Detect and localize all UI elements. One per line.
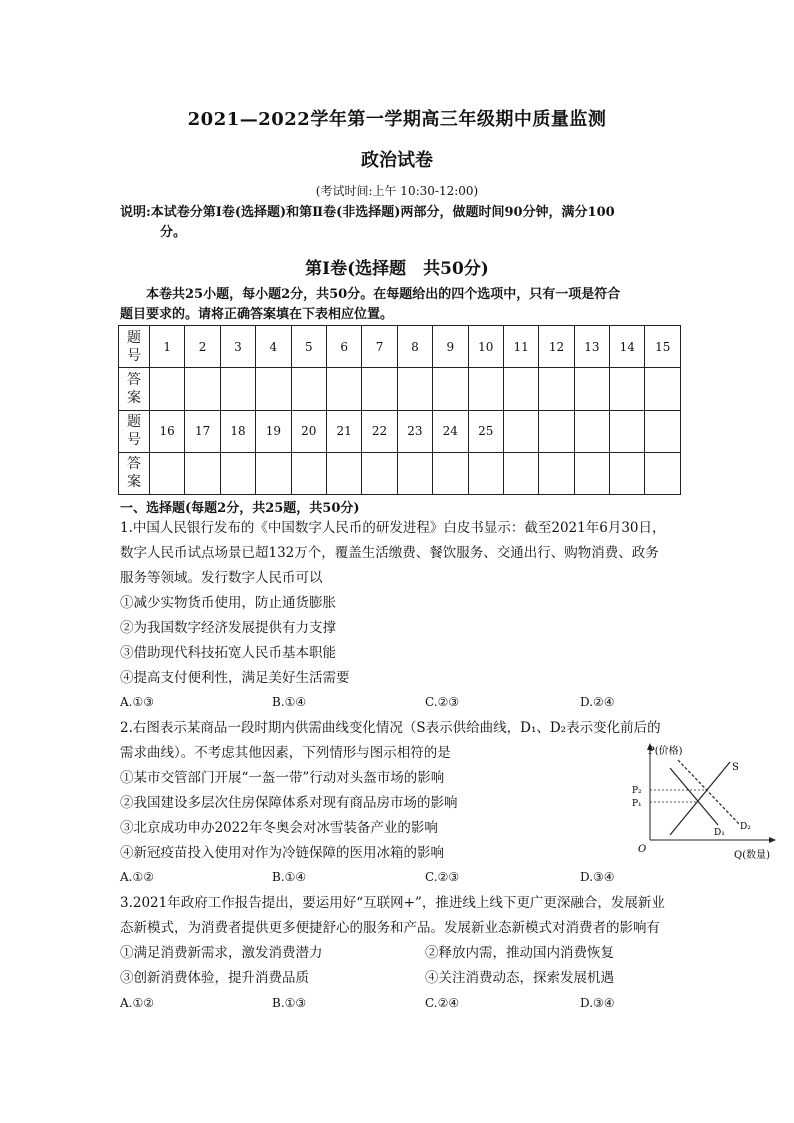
exam-subject: 政治试卷 — [361, 150, 433, 171]
p2-label: P₂ — [632, 786, 642, 796]
answer-cell[interactable] — [574, 368, 609, 410]
question-3-options — [120, 996, 660, 1016]
answer-cell[interactable] — [433, 452, 468, 494]
answer-table-answer-row-1 — [119, 368, 681, 410]
question-number: 8 — [397, 326, 432, 368]
question-number: 18 — [220, 410, 255, 452]
question-number — [645, 410, 681, 452]
note-line-2: 分。 — [160, 225, 187, 240]
option-a[interactable]: A.①③ — [120, 695, 154, 709]
row-label: 答 案 — [119, 368, 150, 410]
question-2-options — [120, 870, 660, 890]
answer-cell[interactable] — [433, 368, 468, 410]
answer-table — [118, 325, 681, 495]
answer-cell[interactable] — [362, 452, 397, 494]
question-1-item: ②为我国数字经济发展提供有力支撑 — [120, 620, 336, 636]
question-3-item: ④关注消费动态，探索发展机遇 — [425, 970, 614, 986]
part1-title: 第Ⅰ卷(选择题 共50分) — [305, 259, 489, 279]
answer-table-number-row-1 — [119, 326, 681, 368]
question-number: 14 — [610, 326, 645, 368]
answer-cell[interactable] — [574, 452, 609, 494]
answer-cell[interactable] — [362, 368, 397, 410]
answer-cell[interactable] — [326, 368, 361, 410]
question-1-item: ③借助现代科技拓宽人民币基本职能 — [120, 645, 336, 661]
question-3-item: ②释放内需，推动国内消费恢复 — [425, 945, 614, 961]
supply-demand-graph — [630, 740, 780, 865]
exam-note — [120, 203, 680, 243]
question-2-item: ④新冠疫苗投入使用对作为冷链保障的医用冰箱的影响 — [120, 845, 444, 861]
question-3-line: 3.2021年政府工作报告提出，要运用好“互联网+”，推进线上线下更广更深融合，发展新业 — [120, 895, 665, 911]
answer-cell[interactable] — [150, 368, 185, 410]
y-axis-label: P(价格) — [648, 746, 683, 757]
option-b[interactable]: B.①④ — [272, 695, 307, 709]
question-3-item: ③创新消费体验，提升消费品质 — [120, 970, 309, 986]
answer-cell[interactable] — [397, 368, 432, 410]
answer-cell[interactable] — [645, 452, 681, 494]
question-1-item: ①减少实物货币使用，防止通货膨胀 — [120, 595, 336, 611]
question-number: 22 — [362, 410, 397, 452]
instruction-line-2: 题目要求的。请将正确答案填在下表相应位置。 — [120, 307, 394, 322]
answer-cell[interactable] — [645, 368, 681, 410]
answer-cell[interactable] — [468, 368, 503, 410]
question-number: 7 — [362, 326, 397, 368]
row-label: 题 号 — [119, 410, 150, 452]
question-number: 9 — [433, 326, 468, 368]
question-number: 11 — [503, 326, 538, 368]
answer-cell[interactable] — [220, 452, 255, 494]
note-line-1: 说明:本试卷分第Ⅰ卷(选择题)和第Ⅱ卷(非选择题)两部分，做题时间90分钟，满分100 — [120, 205, 615, 220]
question-number — [503, 410, 538, 452]
demand-curve-d2 — [678, 760, 740, 825]
question-number: 4 — [256, 326, 291, 368]
question-number: 10 — [468, 326, 503, 368]
supply-label: S — [732, 762, 739, 773]
instruction-line-1: 本卷共25小题，每小题2分，共50分。在每题给出的四个选项中，只有一项是符合 — [146, 287, 621, 302]
question-number: 17 — [185, 410, 220, 452]
question-2 — [120, 716, 680, 866]
question-number — [539, 410, 574, 452]
question-number: 13 — [574, 326, 609, 368]
answer-cell[interactable] — [291, 452, 326, 494]
answer-cell[interactable] — [220, 368, 255, 410]
question-number: 21 — [326, 410, 361, 452]
option-a[interactable]: A.①② — [120, 870, 154, 884]
question-1-item: ④提高支付便利性，满足美好生活需要 — [120, 670, 350, 686]
question-2-item: ②我国建设多层次住房保障体系对现有商品房市场的影响 — [120, 795, 458, 811]
question-2-item: ①某市交管部门开展“一盔一带”行动对头盔市场的影响 — [120, 770, 445, 786]
question-1-line: 数字人民币试点场景已超132万个，覆盖生活缴费、餐饮服务、交通出行、购物消费、政务 — [120, 545, 659, 561]
answer-cell[interactable] — [468, 452, 503, 494]
question-number: 5 — [291, 326, 326, 368]
answer-cell[interactable] — [185, 452, 220, 494]
question-number: 2 — [185, 326, 220, 368]
question-number: 1 — [150, 326, 185, 368]
question-number: 25 — [468, 410, 503, 452]
question-number: 12 — [539, 326, 574, 368]
question-number: 20 — [291, 410, 326, 452]
p1-label: P₁ — [632, 799, 642, 809]
answer-cell[interactable] — [610, 452, 645, 494]
answer-cell[interactable] — [185, 368, 220, 410]
option-c[interactable]: C.②③ — [425, 870, 460, 884]
option-b[interactable]: B.①④ — [272, 870, 307, 884]
option-c[interactable]: C.②③ — [425, 695, 460, 709]
origin-label: O — [638, 844, 647, 855]
question-3-items — [120, 941, 680, 991]
answer-cell[interactable] — [397, 452, 432, 494]
d2-label: D₂ — [740, 822, 751, 832]
question-number — [574, 410, 609, 452]
question-3 — [120, 891, 680, 941]
exam-title: 2021—2022学年第一学期高三年级期中质量监测 — [187, 109, 607, 130]
question-number — [610, 410, 645, 452]
question-number: 3 — [220, 326, 255, 368]
answer-table-answer-row-2 — [119, 452, 681, 494]
answer-cell[interactable] — [539, 368, 574, 410]
answer-cell[interactable] — [256, 452, 291, 494]
answer-cell[interactable] — [256, 368, 291, 410]
question-2-line: 需求曲线）。不考虑其他因素，下列情形与图示相符的是 — [120, 745, 451, 761]
question-2-line: 2.右图表示某商品一段时期内供需曲线变化情况（S表示供给曲线，D₁、D₂表示变化前后的 — [120, 720, 661, 736]
question-1-options — [120, 695, 660, 715]
supply-curve — [670, 762, 730, 835]
answer-cell[interactable] — [291, 368, 326, 410]
answer-cell[interactable] — [610, 368, 645, 410]
option-d[interactable]: D.②④ — [580, 695, 615, 709]
row-label: 答 案 — [119, 452, 150, 494]
option-c[interactable]: C.②④ — [425, 996, 460, 1010]
x-axis-label: Q(数量) — [734, 850, 771, 861]
part1-instruction — [120, 285, 690, 325]
question-1-line: 服务等领域。发行数字人民币可以 — [120, 570, 323, 586]
section-title: 一、选择题(每题2分，共25题，共50分) — [120, 501, 360, 516]
question-3-line: 态新模式，为消费者提供更多便捷舒心的服务和产品。发展新业态新模式对消费者的影响有 — [120, 920, 660, 936]
question-2-item: ③北京成功申办2022年冬奥会对冰雪装备产业的影响 — [120, 820, 438, 836]
d1-label: D₁ — [714, 828, 725, 838]
option-d[interactable]: D.③④ — [580, 870, 615, 884]
answer-cell[interactable] — [326, 452, 361, 494]
question-number: 6 — [326, 326, 361, 368]
answer-table-number-row-2 — [119, 410, 681, 452]
exam-time: (考试时间:上午 10:30-12:00) — [315, 184, 479, 198]
question-1 — [120, 516, 680, 691]
option-b[interactable]: B.①③ — [272, 996, 307, 1010]
answer-cell[interactable] — [503, 452, 538, 494]
option-d[interactable]: D.③④ — [580, 996, 615, 1010]
question-1-line: 1.中国人民银行发布的《中国数字人民币的研发进程》白皮书显示：截至2021年6月30日， — [120, 520, 666, 536]
question-number: 19 — [256, 410, 291, 452]
question-3-item: ①满足消费新需求，激发消费潜力 — [120, 945, 323, 961]
question-number: 16 — [150, 410, 185, 452]
demand-curve-d1 — [670, 768, 718, 825]
answer-cell[interactable] — [539, 452, 574, 494]
question-number: 15 — [645, 326, 681, 368]
option-a[interactable]: A.①② — [120, 996, 154, 1010]
question-number: 24 — [433, 410, 468, 452]
x-axis-arrow — [769, 837, 776, 843]
row-label: 题 号 — [119, 326, 150, 368]
answer-cell[interactable] — [150, 452, 185, 494]
question-number: 23 — [397, 410, 432, 452]
answer-cell[interactable] — [503, 368, 538, 410]
